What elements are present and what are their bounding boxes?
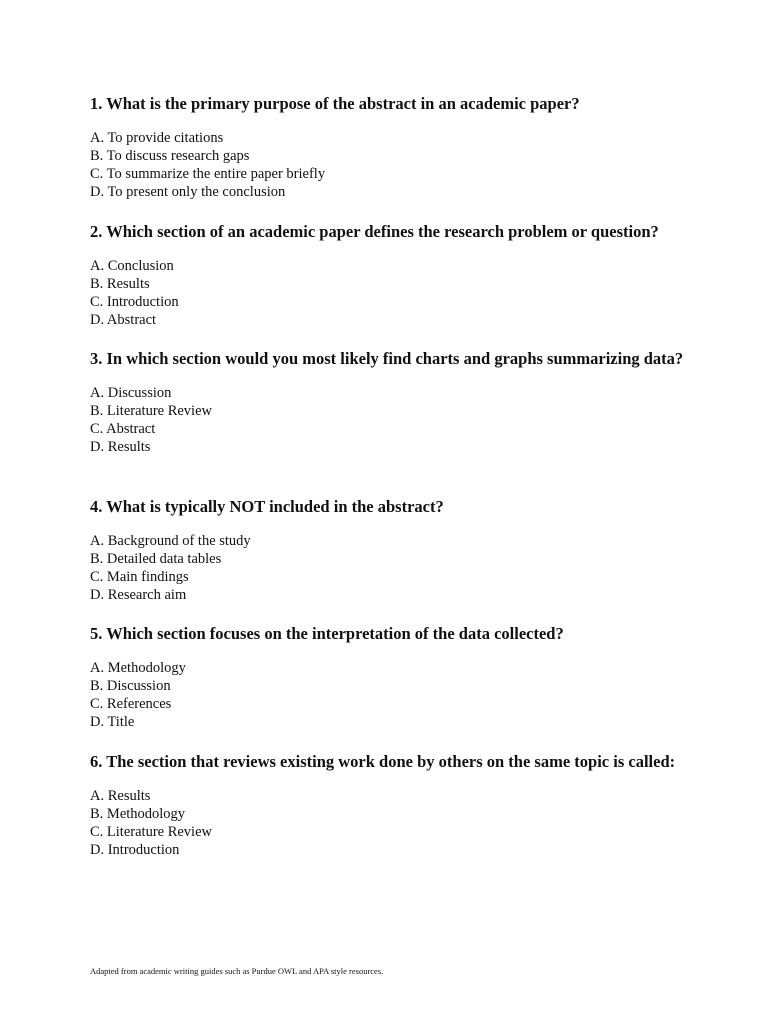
question-6-options <box>90 787 690 859</box>
question-6-option-d: D. Introduction <box>90 842 180 858</box>
question-1-option-b: B. To discuss research gaps <box>90 148 250 164</box>
question-2-option-a: A. Conclusion <box>90 258 174 274</box>
question-4-text: 4. What is typically NOT included in the abstract? <box>90 497 444 516</box>
question-6-option-b: B. Methodology <box>90 806 186 822</box>
question-2-option-b: B. Results <box>90 276 150 292</box>
question-4-options <box>90 532 690 604</box>
question-1-option-c: C. To summarize the entire paper briefly <box>90 166 326 182</box>
question-3-option-c: C. Abstract <box>90 421 156 437</box>
question-5-option-d: D. Title <box>90 714 135 730</box>
question-4-option-a: A. Background of the study <box>90 533 251 549</box>
question-6-option-c: C. Literature Review <box>90 824 212 840</box>
question-5-text: 5. Which section focuses on the interpretation of the data collected? <box>90 624 564 643</box>
question-block-1 <box>90 93 690 201</box>
question-3-option-d: D. Results <box>90 439 151 455</box>
question-4-option-b: B. Detailed data tables <box>90 551 222 567</box>
question-4-option-d: D. Research aim <box>90 587 187 603</box>
question-block-4 <box>90 496 690 604</box>
question-6-option-a: A. Results <box>90 788 151 804</box>
question-2-options <box>90 257 690 329</box>
question-5-option-b: B. Discussion <box>90 678 171 694</box>
question-3-text: 3. In which section would you most likely find charts and graphs summarizing data? <box>90 349 684 368</box>
question-5-option-a: A. Methodology <box>90 660 186 676</box>
question-block-2 <box>90 221 690 329</box>
question-2-option-d: D. Abstract <box>90 312 157 328</box>
question-block-6 <box>90 751 690 859</box>
question-3-options <box>90 384 690 456</box>
question-2-text: 2. Which section of an academic paper defines the research problem or question? <box>90 222 659 241</box>
question-block-3 <box>90 348 690 456</box>
question-block-5 <box>90 623 690 731</box>
question-5-options <box>90 659 690 731</box>
question-4-option-c: C. Main findings <box>90 569 189 585</box>
question-6-text: 6. The section that reviews existing work done by others on the same topic is called: <box>90 752 676 771</box>
question-3-option-b: B. Literature Review <box>90 403 212 419</box>
question-3-option-a: A. Discussion <box>90 385 172 401</box>
source-footnote: Adapted from academic writing guides such as Purdue OWL and APA style resources. <box>90 966 384 976</box>
question-1-options <box>90 129 690 201</box>
question-1-option-d: D. To present only the conclusion <box>90 184 286 200</box>
question-1-text: 1. What is the primary purpose of the abstract in an academic paper? <box>90 94 580 113</box>
question-1-option-a: A. To provide citations <box>90 130 224 146</box>
question-5-option-c: C. References <box>90 696 172 712</box>
question-2-option-c: C. Introduction <box>90 294 179 310</box>
